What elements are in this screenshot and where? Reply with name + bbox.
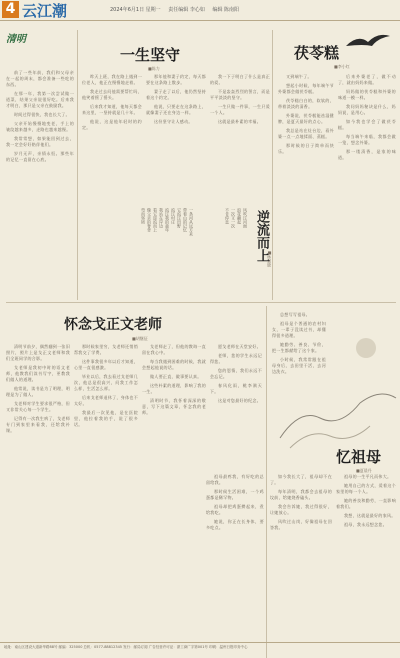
article-title: 忆祖母 — [336, 448, 382, 466]
column-divider — [266, 306, 267, 658]
article-text: 戈老师走了，但他的教诲一直留在我心中。 每当我遇到困难的时候，我就会想起他说的话。 做人要正直，做事要认真。 这些朴素的道理，影响了我的一生。 清明时节，我怀着深深的敬意，写下这篇文章，怀念我的老师。 — [142, 344, 206, 415]
column-divider — [272, 30, 273, 300]
article-text: 又到端午了。 想起小时候，每年端午节外婆都会做茯苓糕。 茯苓糕白白的，软软的，带着淡淡的清香。 外婆说，茯苓糕能祛湿健脾，是夏天最好的点心。 我总是站在灶台边，看外婆一点一点地揉面、蒸糕。 那时候的日子简单而快乐。 — [278, 74, 334, 154]
article-title: 怀念戈正文老师 — [64, 317, 162, 333]
article-text: 祖母的一生平凡而伟大。 她用自己的方式，爱着这个家里的每一个人。 她的善良和勤劳，一直影响着我们。 我想，这就是最好的家风。 祖母，我永远想念您。 — [336, 474, 396, 527]
issue-date: 2024年6月1日 星期一 — [110, 7, 161, 13]
article-byline: ■陈力 — [148, 66, 160, 71]
article-byline: ■李小红 — [334, 64, 350, 69]
article-text: 昨天上班，我在路上遇到一位老人，他正在慢慢地走着。 我走过去问他需要帮忙吗，他笑着摇了摇头。 后来我才知道，他每天都会来这里，一坚持就是几十年。 他说，这是他年轻时的约定。 — [82, 74, 142, 130]
column-divider — [77, 30, 78, 300]
article-text: 愿戈老师在天堂安好。 老师，您的学生永远记得您。 您的恩情，我们永远不会忘记。 春风化雨，桃李满天下。 这是对您最好的纪念。 — [210, 344, 262, 403]
section-divider — [6, 302, 396, 303]
article-byline: ■胡继征 — [132, 336, 148, 341]
page-number: 4 — [2, 1, 19, 18]
article-text: 清明节前夕，偶然翻到一张旧照片，照片上是戈正文老师和我们全班同学的合影。 戈老师是我初中时的语文老师，他教我们读书写字，更教我们做人的道理。 他常说，读书是为了明理，明理是为了做人。 戈老师对学生要求很严格，但又非常关心每一个学生。 记得有一次我生病了，戈老师专门到家里来看我，还给我补课。 — [6, 344, 70, 433]
poem-byline: ■林强晓 — [267, 250, 272, 267]
article-text: 祖母最疼我，有好吃的总留给我。 那时候生活困难，一个鸡蛋都是稀罕物。 祖母却把鸡蛋攒起来，煮给我吃。 她说，你正在长身体，要多吃点。 — [206, 474, 264, 530]
article-title: 一生坚守 — [120, 46, 181, 64]
designer-credit: 编辑 陈南阳 — [212, 7, 240, 13]
swallow-icon — [344, 30, 392, 54]
poem-text: 风吹过河面 浪花翻起 一次又一次 不肯停息 — [225, 208, 248, 228]
page-footer: 地址：南山区建设大道新华路88号 邮编：325000 总机：0577-88812345 发行：邮局订阅 广告经营许可证：浙工商广字第001号 印刷：温州日报印务中心 — [0, 642, 400, 656]
article-text: 如今我长大了，祖母却不在了。 每年清明，我都会去祖母的坟前，给她烧香磕头。 我会告诉她，我过得很好，让她放心。 风吹过山岗，好像祖母在回答我。 — [270, 474, 332, 530]
editor-credit: 责任编辑 李心如 — [168, 7, 205, 13]
article-byline: ■夏晨丹 — [356, 468, 372, 473]
article-text: 后来外婆老了，做不动了，就由妈妈来做。 妈妈做的茯苓糕和外婆的味道一模一样。 我问妈妈秘诀是什么，妈妈说，是用心。 如今我也学会了做茯苓糕。 每当端午来临，我都会做一笼，想念外婆。 那一缕清香，是家的味道。 — [338, 74, 396, 160]
article-text: 那时候家里穷，戈老师还悄悄帮我交了学费。 这件事我很多年以后才知道，心里一直很感激。 毕业以后，我去看过戈老师几次，他总是很高兴，问我工作怎么样，生活怎么样。 后来戈老师退休了，身体也不太好。 我最后一次见他，是在医院里，他拉着我的手，说了很多话。 — [74, 344, 138, 427]
poem-text: 一条河从远方来 带着山的记忆 它流过田野 流过村庄 流过我的童年 我站在岸边 看它逆流而上 像父亲的脊背 弯而坚韧 — [141, 208, 194, 236]
article-text: 前了一些年前，我们和父母亲在一起的周末，都会准备一些吃的东西。 在那一年，我第一次尝试做一道菜，结果父亲说很好吃。后来我才明白，那只是父亲在鼓励我。 时间过得很快，我也长大了。 父亲开始慢慢地变老，手上的皱纹越来越多，走路也越来越慢。 我常常想，如果能回到过去，我一定会好好陪伴他们。 岁月无声，亲情永恒。那些年的记忆一直留在心底。 — [6, 70, 74, 162]
section-name: 云江潮 — [22, 2, 68, 20]
article-text: 我一下子明白了什么是真正的爱。 不是轰轰烈烈的誓言，而是平平淡淡的坚守。 一生只做一件事，一生只爱一个人。 这就是最朴素的幸福。 — [210, 74, 270, 124]
page-body — [0, 22, 400, 640]
article-title: 茯苓糕 — [294, 44, 340, 62]
header-info — [110, 6, 245, 13]
article-text: 总想写写祖母。 祖母是个普通的农村妇女，一辈子没读过书，却懂得很多道理。 她勤劳、善良、节俭，把一生都献给了这个家。 小时候，我常常跟在祖母身后，去田里干活，去河边洗衣。 — [272, 312, 326, 374]
page-header — [0, 0, 400, 21]
article-text: 那年他和妻子约定，每天都要在这条路上散步。 妻子走了以后，他仍然坚持着这个约定。 他说，只要走在这条路上，就像妻子还在身边一样。 这份坚守让人感动。 — [146, 74, 206, 124]
poem-title: 逆流而上 — [254, 210, 269, 262]
section-logo: 清明 — [6, 34, 26, 45]
